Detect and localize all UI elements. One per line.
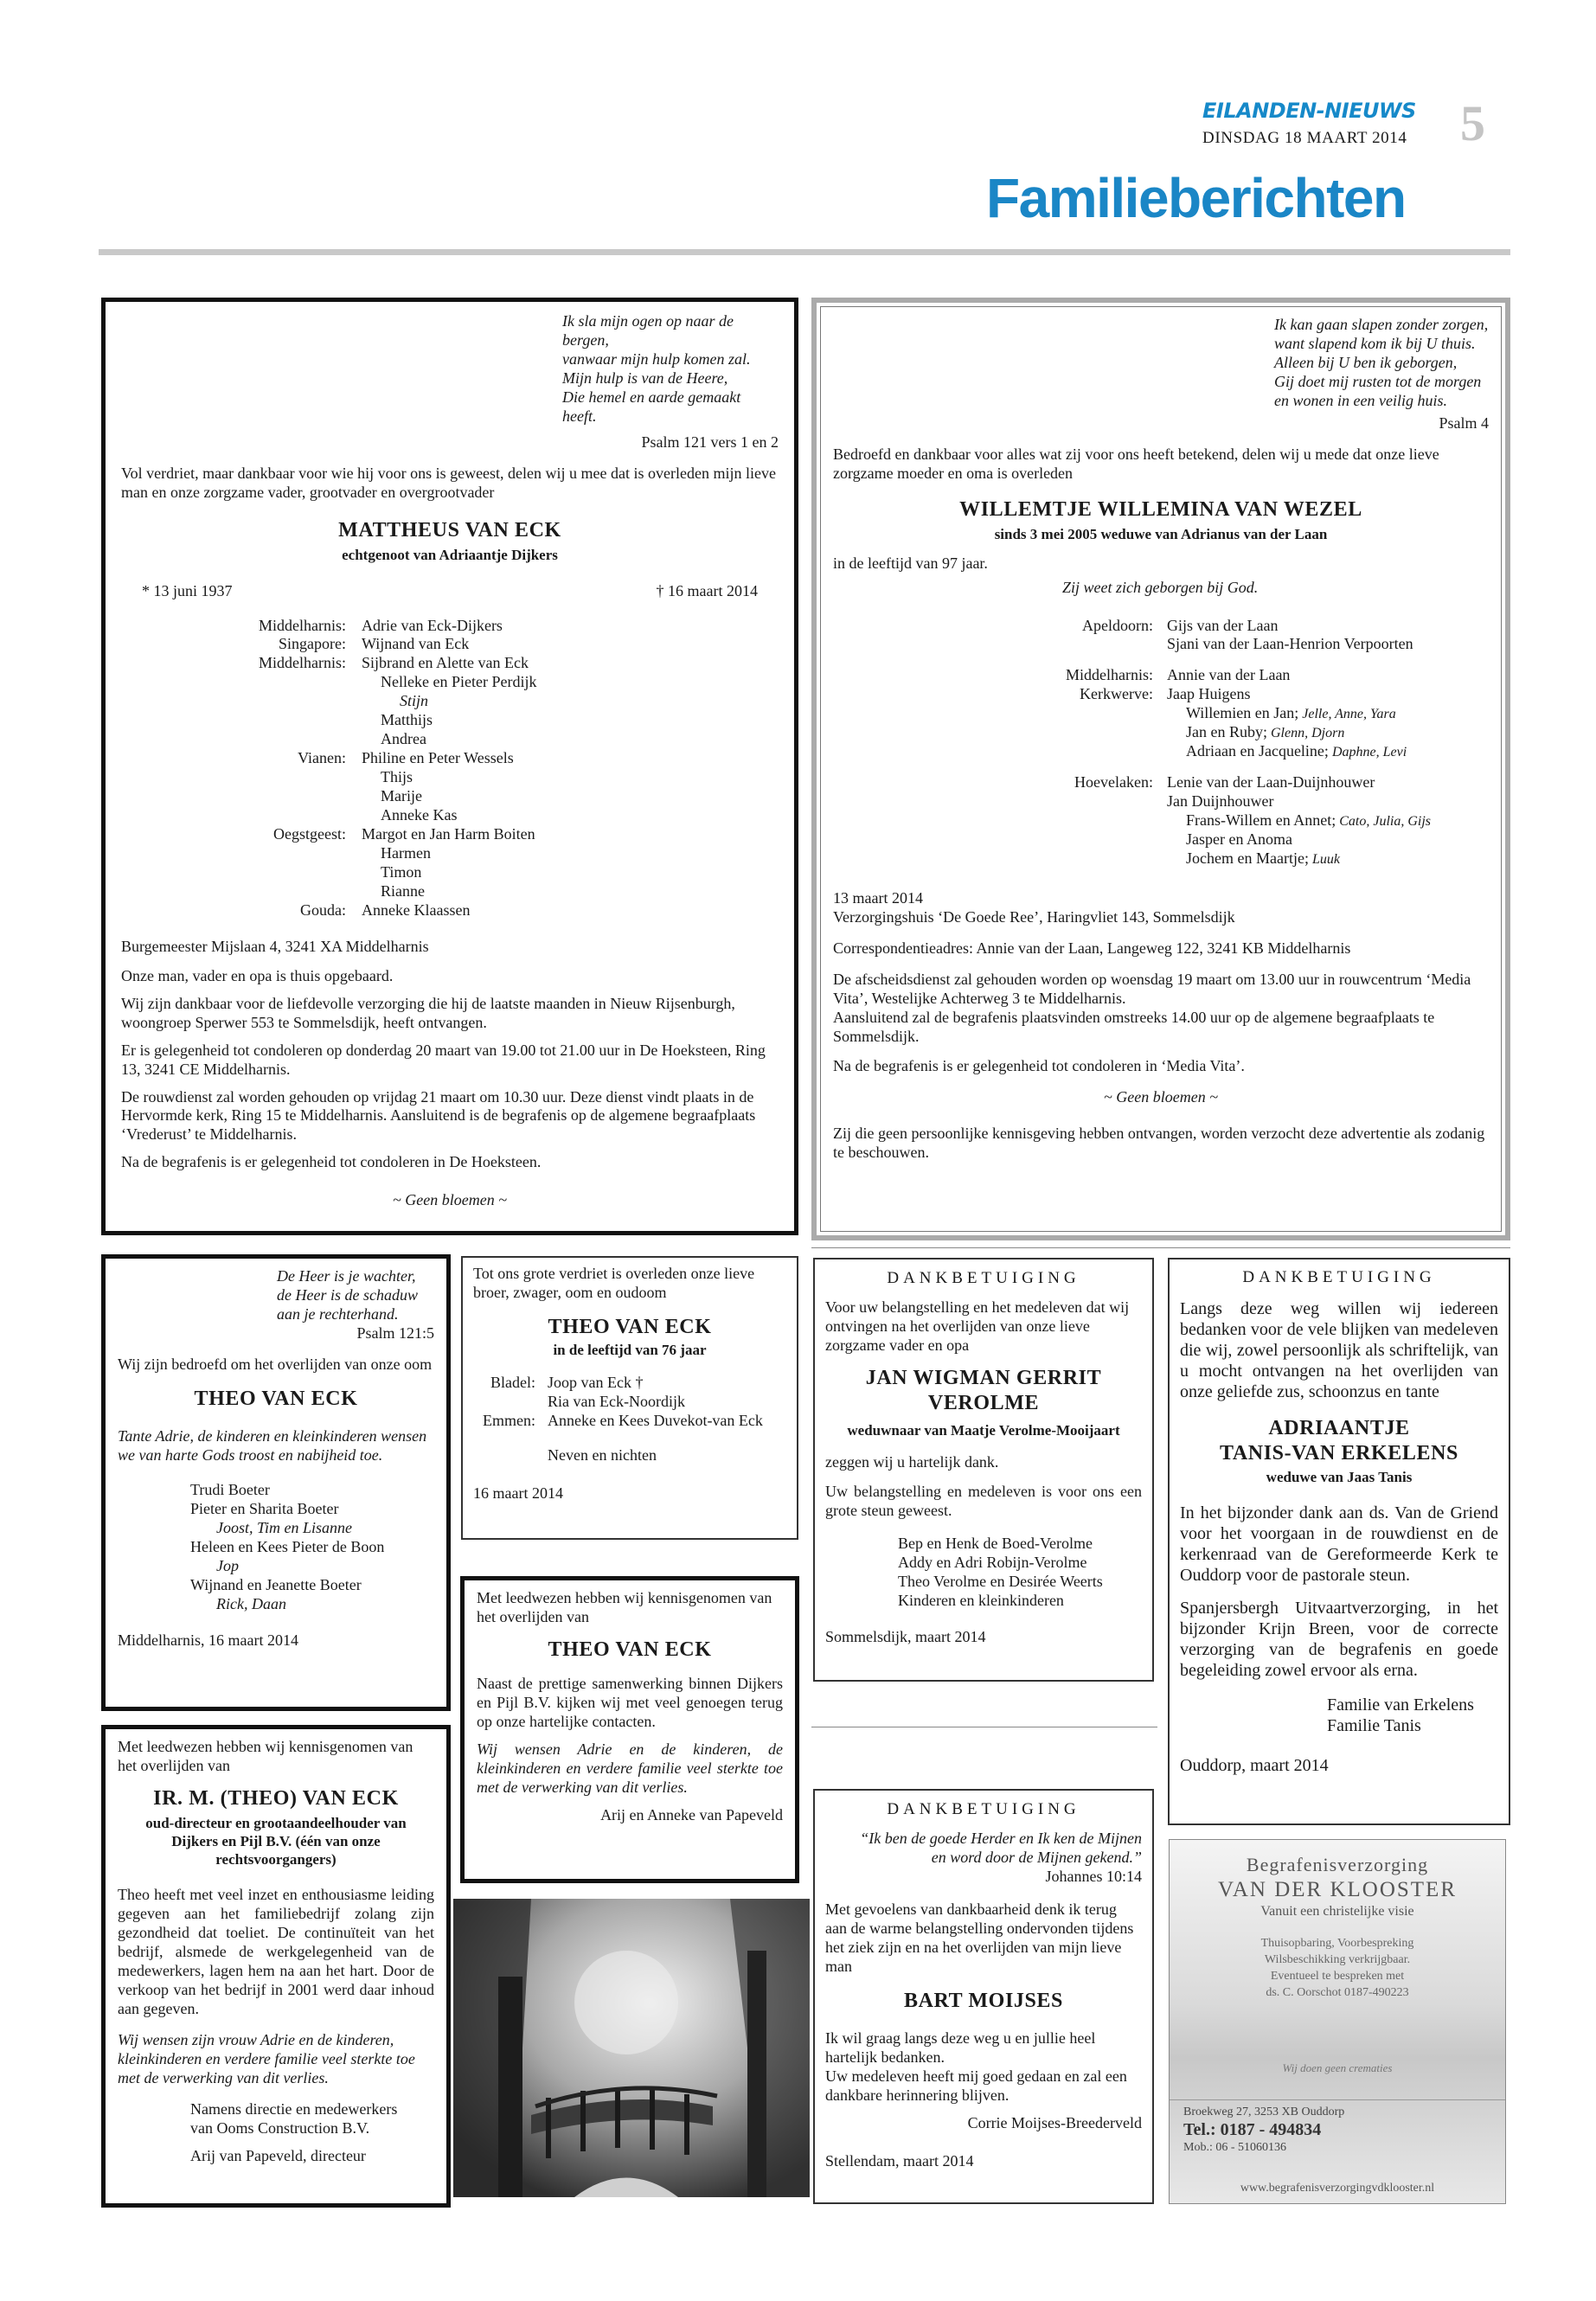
family-member: Ria van Eck-Noordijk (548, 1392, 685, 1410)
family-member (1167, 849, 1489, 868)
family-place: Gouda: (300, 901, 346, 919)
notice-mattheus-van-eck (101, 298, 798, 1235)
poem (562, 312, 779, 426)
advert-website[interactable]: www.begrafenisverzorgingvdklooster.nl (1240, 2182, 1435, 2195)
family-member: Rianne (381, 881, 425, 900)
family-member: Anneke Kas (381, 806, 458, 824)
header-rule (99, 249, 1510, 255)
service-line: ds. C. Oorschot 0187-490223 (1266, 1985, 1409, 1999)
verse-reference: Psalm 121 vers 1 en 2 (641, 433, 779, 451)
family-member: Timon (381, 862, 422, 881)
family-member: Sijbrand en Alette van Eck (362, 654, 529, 672)
family-member: Marije (381, 787, 422, 805)
forest-bridge-photo (453, 1899, 810, 2197)
family-place (833, 792, 1153, 811)
deceased-subtitle: sinds 3 mei 2005 weduwe van Adrianus van der Laan (994, 525, 1328, 542)
verse-reference: Psalm 121:5 (356, 1324, 434, 1342)
family-member (1167, 654, 1489, 666)
family-place (121, 863, 346, 882)
dates-row (142, 582, 758, 601)
quote: Zij weet zich geborgen bij God. (1062, 578, 1259, 596)
family-place (121, 806, 346, 825)
grandchildren: Glenn, Djorn (1271, 726, 1345, 741)
body-text: Uw medeleven heeft mij goed gedaan en zal een dankbare herinnering blijven. (825, 2067, 1127, 2104)
column-divider (811, 1247, 1510, 1248)
extra-family: Neven en nichten (548, 1445, 657, 1464)
masthead-logo: EILANDEN-NIEUWS (1202, 99, 1416, 123)
family-place (833, 849, 1153, 868)
signature: Arij en Anneke van Papeveld (600, 1805, 783, 1823)
advert-note: Wij doen geen crematies (1282, 2061, 1393, 2075)
advert-address: Broekweg 27, 3253 XB Ouddorp (1183, 2106, 1345, 2118)
signature (190, 2100, 434, 2166)
wish-text: Tante Adrie, de kinderen en kleinkinderen wensen we van harte Gods troost en nabijheid toe. (118, 1427, 427, 1464)
family-member (1167, 830, 1489, 849)
deceased-name-line2: TANIS-VAN ERKELENS (1220, 1441, 1458, 1465)
family-place (121, 787, 346, 806)
family-member (1167, 635, 1489, 654)
signature-line: van Ooms Construction B.V. (190, 2118, 370, 2137)
signature (1327, 1695, 1498, 1736)
intro-text: Bedroefd en dankbaar voor alles wat zij voor ons heeft betekend, delen wij u mede dat onze lieve zorgzame moeder en oma is overleden (833, 445, 1439, 482)
service-line: Wilsbeschikking verkrijgbaar. (1264, 1952, 1411, 1966)
advert-services (1170, 1936, 1505, 2002)
deceased-subtitle: weduwnaar van Maatje Verolme-Mooijaart (847, 1421, 1120, 1439)
family-member-name: Adriaan en Jacqueline; (1186, 742, 1329, 760)
service: De afscheidsdienst zal gehouden worden op woensdag 19 maart om 13.00 uur in rouwcentrum ‘Media Vita’, Westelijke Achterweg 3 te Middelharnis. (833, 970, 1471, 1007)
family-member: Jop (216, 1556, 239, 1574)
family-place (833, 635, 1153, 654)
family-list (833, 617, 1489, 868)
family-member (1167, 811, 1489, 830)
family-member (1167, 666, 1489, 685)
notice-theo-van-eck-papeveld (460, 1576, 799, 1883)
grandchildren: Luuk (1311, 852, 1340, 868)
poem-line: De Heer is je wachter, (277, 1267, 416, 1285)
family-member-name: Jaap Huigens (1167, 685, 1251, 703)
family-member-name: Willemien en Jan; (1186, 704, 1299, 722)
family-member-name: Jan Duijnhouwer (1167, 792, 1274, 811)
poem (277, 1267, 434, 1324)
footer-date: Sommelsdijk, maart 2014 (825, 1627, 986, 1645)
family-member (1167, 617, 1489, 636)
body-text: Naast de prettige samenwerking binnen Dijkers en Pijl B.V. kijken wij met veel genoegen terug op onze hartelijke contacten. (477, 1675, 783, 1731)
forest-bridge-image (453, 1899, 810, 2197)
family-member: Philine en Peter Wessels (362, 749, 514, 767)
notice-theo-van-eck-brother (461, 1256, 798, 1540)
poem-line: aan je rechterhand. (277, 1304, 399, 1323)
family-member-name: Frans-Willem en Annet; (1186, 811, 1336, 830)
footer-date: Middelharnis, 16 maart 2014 (118, 1631, 298, 1649)
family-member: Trudi Boeter (190, 1480, 270, 1498)
footer-date: Stellendam, maart 2014 (825, 2151, 974, 2170)
family-member (1167, 723, 1489, 742)
body-text: In het bijzonder dank aan ds. Van de Griend voor het voorgaan in de rouwdienst en de kerkenraad van de Gereformeerde Kerk te Ouddorp voor de pastorale steun. (1180, 1503, 1498, 1585)
family-place (121, 768, 346, 787)
deceased-name: WILLEMTJE WILLEMINA VAN WEZEL (959, 497, 1362, 521)
family-place (833, 811, 1153, 830)
advert-divider (1170, 2099, 1505, 2100)
family-member-name: Jochem en Maartje; (1186, 849, 1309, 868)
deceased-subtitle: echtgenoot van Adriaantje Dijkers (342, 546, 558, 563)
advert-tagline: Vanuit een christelijke visie (1260, 1904, 1414, 1920)
family-list (121, 617, 779, 920)
intro-text: Langs deze weg willen wij iedereen bedanken voor de vele blijken van medeleven die wij, zowel persoonlijk als schriftelijk, van u mocht ontvangen na het overlijden van onze geliefde zus, schoonzus en tante (1180, 1298, 1498, 1401)
family-line: Kinderen en kleinkinderen (898, 1592, 1064, 1610)
paragraph: Onze man, vader en opa is thuis opgebaard. (121, 966, 394, 984)
signature-line: Arij van Papeveld, directeur (190, 2146, 366, 2164)
deceased-subtitle: in de leeftijd van 76 jaar (553, 1342, 707, 1359)
thanks-heading: DANKBETUIGING (887, 1800, 1080, 1818)
thanks-verolme (813, 1258, 1154, 1682)
deceased-name-line1: ADRIAANTJE (1268, 1416, 1410, 1439)
notice-theo-van-eck-nephew (101, 1254, 451, 1711)
family-member: Joost, Tim en Lisanne (216, 1518, 353, 1536)
family-member (1167, 773, 1489, 792)
grandchildren: Jelle, Anne, Yara (1302, 707, 1396, 722)
family-place: Oegstgeest: (273, 825, 346, 843)
family-member (1167, 761, 1489, 773)
poem-line: want slapend kom ik bij U thuis. (1274, 334, 1476, 352)
notice-ir-theo-van-eck (101, 1725, 451, 2208)
family-member-name: Gijs van der Laan (1167, 616, 1279, 634)
notice-note: Zij die geen persoonlijke kennisgeving hebben ontvangen, worden verzocht deze advertentie als zodanig te beschouwen. (833, 1124, 1485, 1161)
family-member: Anneke en Kees Duvekot-van Eck (548, 1411, 763, 1429)
body-text: Uw belangstelling en medeleven is voor ons een grote steun geweest. (825, 1483, 1142, 1520)
notice-willemtje-van-wezel (811, 298, 1510, 1240)
deceased-name: THEO VAN ECK (548, 1315, 712, 1338)
poem-line: Ik kan gaan slapen zonder zorgen, (1274, 316, 1489, 333)
deceased-name: JAN WIGMAN GERRIT VEROLME (865, 1367, 1102, 1415)
poem-line: en wonen in een veilig huis. (1274, 391, 1447, 409)
family-place: Middelharnis: (259, 654, 346, 672)
family-member: Adrie van Eck-Dijkers (362, 616, 503, 634)
signature-line: Namens directie en medewerkers (190, 2099, 398, 2118)
poem-line: de Heer is de schaduw (277, 1285, 418, 1304)
closing-note: ~ Geen bloemen ~ (393, 1191, 507, 1209)
advert-title: Begrafenisverzorging (1246, 1854, 1429, 1875)
family-place: Apeldoorn: (1082, 616, 1153, 634)
family-member: Thijs (381, 768, 413, 786)
poem-line: Die hemel en aarde gemaakt heeft. (562, 388, 741, 425)
family-member: Matthijs (381, 711, 433, 729)
family-line: Theo Verolme en Desirée Weerts (898, 1573, 1103, 1591)
intro-text: Tot ons grote verdriet is overleden onze lieve broer, zwager, oom en oudoom (473, 1265, 755, 1301)
family-place (833, 742, 1153, 761)
family-member: Stijn (400, 692, 429, 710)
family-member: Andrea (381, 730, 426, 748)
body-text (121, 967, 779, 1173)
thanks-heading: DANKBETUIGING (887, 1269, 1080, 1287)
family-place: Middelharnis: (1066, 666, 1153, 684)
family-place (833, 830, 1153, 849)
family-place (121, 711, 346, 730)
death-date: 13 maart 2014 (833, 888, 923, 907)
page-number: 5 (1460, 95, 1485, 151)
verse-reference: Johannes 10:14 (1045, 1868, 1142, 1886)
signature-line: Familie Tanis (1327, 1715, 1421, 1735)
thanks-bart-moijses (813, 1789, 1154, 2204)
intro-text: Met leedwezen hebben wij kennisgenomen van het overlijden van (477, 1589, 772, 1625)
thanks-tanis-van-erkelens (1168, 1258, 1510, 1825)
intro-text: Met gevoelens van dankbaarheid denk ik terug aan de warme belangstelling ondervonden tijdens het ziek zijn en na het overlijden van mijn lieve man (825, 1900, 1134, 1975)
deceased-name: BART MOIJSES (904, 1989, 1063, 2012)
family-member: Margot en Jan Harm Boiten (362, 825, 535, 843)
intro-text: Voor uw belangstelling en het medeleven dat wij ontvingen na het overlijden van onze lieve zorgzame vader en opa (825, 1298, 1130, 1355)
service-line: Thuisopbaring, Voorbespreking (1260, 1936, 1414, 1950)
quote: “Ik ben de goede Herder en Ik ken de Mijnen en word door de Mijnen gekend.” (860, 1830, 1142, 1867)
poem-line: Mijn hulp is van de Heere, (562, 369, 728, 387)
paragraph: Na de begrafenis is er gelegenheid tot condoleren in De Hoeksteen. (121, 1153, 542, 1171)
body-text: Theo heeft met veel inzet en enthousiasme leiding gegeven aan het familiebedrijf zolang zijn gezondheid dat toeliet. De continuïteit van het bedrijf, alsmede de werkgelegenheid van de medewerkers, lagen hem na aan het hart. Door de verkoop van het bedrijf in 2001 werd daar inhoud aan gegeven. (118, 1886, 434, 2018)
family-member (1167, 704, 1489, 723)
deceased-name: THEO VAN ECK (194, 1387, 358, 1410)
family-place (121, 730, 346, 749)
section-title: Familieberichten (986, 167, 1406, 229)
deceased-subtitle: weduwe van Jaas Tanis (1266, 1469, 1413, 1486)
wish-text: Wij wensen zijn vrouw Adrie en de kinderen, kleinkinderen en verdere familie veel sterkte toe met de verwerking van dit verlies. (118, 2031, 415, 2086)
paragraph: Wij zijn dankbaar voor de liefdevolle verzorging die hij de laatste maanden in Nieuw Rijsenburgh, woongroep Sperwer 553 te Sommelsdijk, heeft ontvangen. (121, 994, 735, 1031)
service-line: Eventueel te bespreken met (1270, 1969, 1405, 1983)
deceased-name: IR. M. (THEO) VAN ECK (153, 1786, 399, 1810)
family-member: Pieter en Sharita Boeter (190, 1499, 339, 1517)
deceased-name: THEO VAN ECK (548, 1638, 712, 1661)
poem-line: Gij doet mij rusten tot de morgen (1274, 372, 1482, 390)
family-place: Bladel: (490, 1373, 535, 1391)
family-place (833, 761, 1153, 773)
grandchildren: Cato, Julia, Gijs (1339, 814, 1432, 830)
family-member: Wijnand en Jeanette Boeter (190, 1575, 362, 1593)
signature-line: Familie van Erkelens (1327, 1695, 1474, 1715)
poem-line: Ik sla mijn ogen op naar de bergen, (562, 312, 734, 349)
family-member (1167, 792, 1489, 811)
paragraph: De rouwdienst zal worden gehouden op vrijdag 21 maart om 10.30 uur. Deze dienst vindt plaats in de Hervormde kerk, Ring 15 te Middelharnis. Aansluitend is de begrafenis op de algemene begraafplaats ‘Vrederust’ te Middelharnis. (121, 1087, 756, 1144)
poem (1274, 316, 1489, 411)
family-member: Anneke Klaassen (362, 901, 471, 919)
intro-text: Vol verdriet, maar dankbaar voor wie hij voor ons is geweest, delen wij u mee dat is overleden mijn lieve man en onze zorgzame vader, grootvader en overgrootvader (121, 464, 776, 501)
wish-text: Wij wensen Adrie en de kinderen, de kleinkinderen en verdere familie veel sterkte toe met de verwerking van dit verlies. (477, 1740, 783, 1796)
advert-mobile: Mob.: 06 - 51060136 (1183, 2141, 1286, 2155)
family-member: Joop van Eck † (548, 1373, 644, 1391)
burial: Aansluitend zal de begrafenis plaatsvinden omstreeks 14.00 uur op de algemene begraafplaats te Sommelsdijk. (833, 1008, 1435, 1045)
deceased-name: MATTHEUS VAN ECK (338, 518, 561, 542)
family-line: Addy en Adri Robijn-Verolme (898, 1554, 1087, 1572)
thanks-heading: DANKBETUIGING (1242, 1268, 1436, 1286)
poem-line: Alleen bij U ben ik geborgen, (1274, 353, 1458, 371)
family-place (833, 654, 1153, 666)
family-place (473, 1393, 535, 1412)
paragraph: Er is gelegenheid tot condoleren op donderdag 20 maart van 19.00 tot 21.00 uur in De Hoeksteen, Ring 13, 3241 CE Middelharnis. (121, 1041, 766, 1078)
advert-brand: VAN DER KLOOSTER (1218, 1877, 1457, 1901)
family-place: Singapore: (279, 635, 346, 653)
family-line: Bep en Henk de Boed-Verolme (898, 1535, 1093, 1553)
footer-date: 16 maart 2014 (473, 1484, 563, 1502)
family-member: Harmen (381, 843, 431, 862)
issue-date: DINSDAG 18 MAART 2014 (1202, 129, 1407, 147)
location: Verzorgingshuis ‘De Goede Ree’, Haringvliet 143, Sommelsdijk (833, 907, 1235, 926)
family-member: Rick, Daan (216, 1594, 286, 1612)
deceased-subtitle: oud-directeur en grootaandeelhouder van Dijkers en Pijl B.V. (één van onze rechtsvoorgangers) (145, 1815, 407, 1868)
family-place (121, 882, 346, 901)
family-member: Wijnand van Eck (362, 635, 470, 653)
closing-note: ~ Geen bloemen ~ (1104, 1087, 1218, 1106)
intro-text: Met leedwezen hebben wij kennisgenomen van het overlijden van (118, 1738, 413, 1774)
family-list (898, 1535, 1142, 1611)
body-text: Ik wil graag langs deze weg u en jullie heel hartelijk bedanken. (825, 2029, 1096, 2067)
family-place (121, 692, 346, 711)
address: Burgemeester Mijslaan 4, 3241 XA Middelharnis (121, 937, 429, 955)
funeral-service-advert (1169, 1839, 1506, 2204)
family-member-name: Annie van der Laan (1167, 666, 1291, 684)
advert-contact (1183, 2105, 1344, 2156)
family-member-name: Jan en Ruby; (1186, 723, 1267, 741)
family-place (833, 723, 1153, 742)
signature: Corrie Moijses-Breederveld (967, 2113, 1142, 2131)
age: in de leeftijd van 97 jaar. (833, 554, 988, 572)
thanks-text: zeggen wij u hartelijk dank. (825, 1453, 999, 1471)
family-member-name: Jasper en Anoma (1186, 830, 1292, 849)
family-place: Emmen: (483, 1411, 535, 1429)
family-place: Kerkwerve: (1080, 685, 1153, 703)
family-place: Hoevelaken: (1074, 773, 1153, 792)
family-member: Nelleke en Pieter Perdijk (381, 673, 537, 691)
correspondence: Correspondentieadres: Annie van der Laan, Langeweg 122, 3241 KB Middelharnis (833, 939, 1351, 957)
family-place (121, 844, 346, 863)
family-member-name: Sjani van der Laan-Henrion Verpoorten (1167, 635, 1413, 653)
family-list (190, 1481, 434, 1614)
death-date: † 16 maart 2014 (656, 581, 758, 599)
family-member-name: Lenie van der Laan-Duijnhouwer (1167, 773, 1375, 792)
condolence: Na de begrafenis is er gelegenheid tot condoleren in ‘Media Vita’. (833, 1056, 1245, 1074)
family-place: Middelharnis: (259, 616, 346, 634)
family-member (1167, 685, 1489, 704)
birth-date: * 13 juni 1937 (142, 581, 233, 599)
family-place (121, 673, 346, 692)
advert-phone: Tel.: 0187 - 494834 (1183, 2120, 1322, 2140)
family-place (833, 704, 1153, 723)
intro-text: Wij zijn bedroefd om het overlijden van onze oom (118, 1355, 433, 1373)
family-member: Heleen en Kees Pieter de Boon (190, 1537, 385, 1555)
poem-line: vanwaar mijn hulp komen zal. (562, 349, 751, 368)
body-text: Spanjersbergh Uitvaartverzorging, in het bijzonder Krijn Breen, voor de correcte verzorging van de begrafenis en goede begeleiding zowel ervoor als erna. (1180, 1598, 1498, 1680)
family-member (1167, 742, 1489, 761)
verse-reference: Psalm 4 (1439, 413, 1489, 432)
family-list (473, 1374, 786, 1431)
inner-frame (820, 306, 1502, 1232)
grandchildren: Daphne, Levi (1331, 745, 1407, 760)
footer-date: Ouddorp, maart 2014 (1180, 1755, 1329, 1775)
family-place: Vianen: (298, 749, 346, 767)
